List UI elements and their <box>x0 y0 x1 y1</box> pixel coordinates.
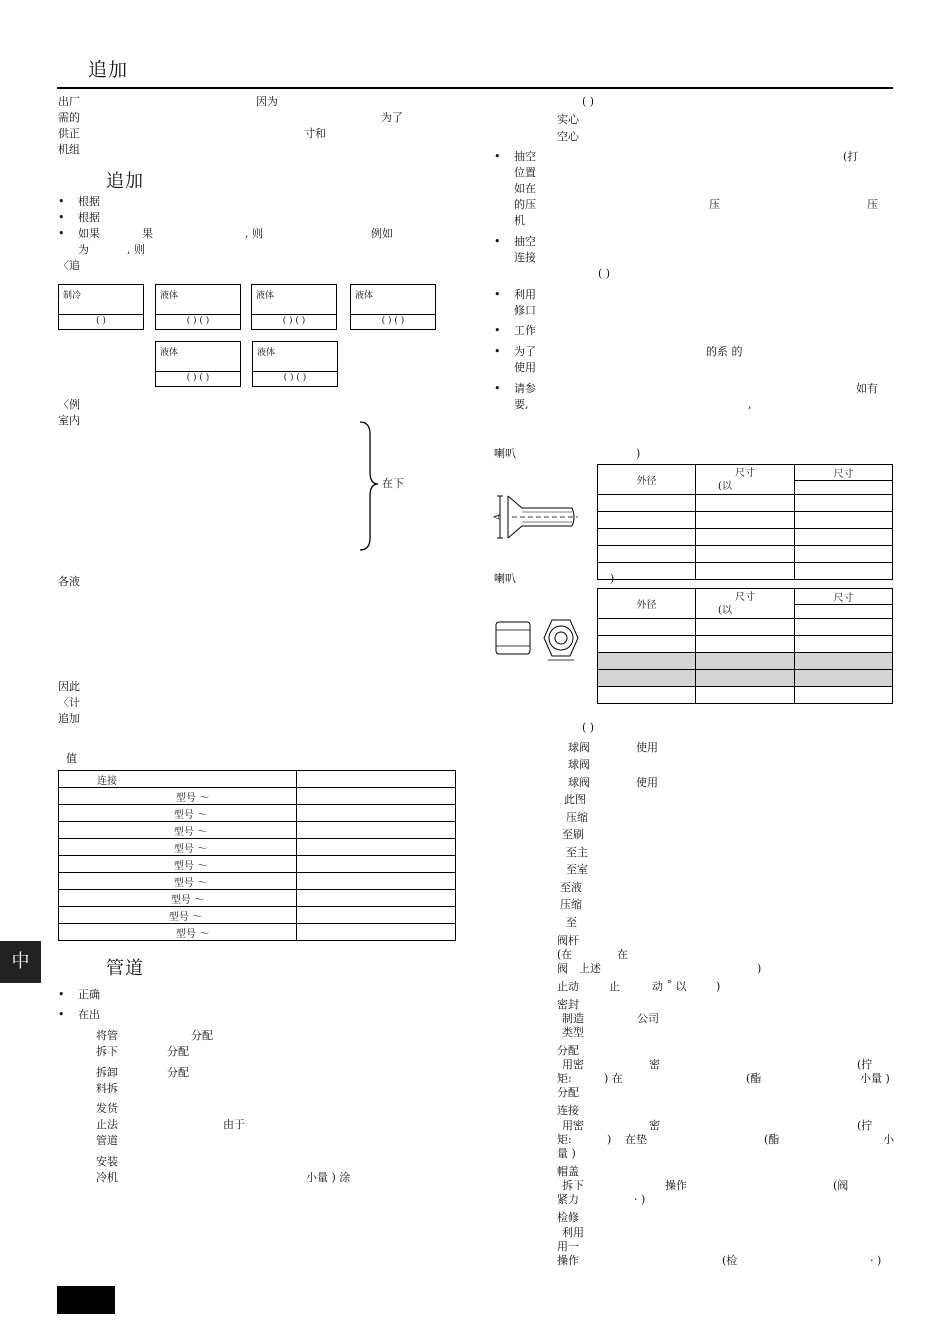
valve-line: 至 <box>566 916 577 929</box>
service-line: 利用 <box>562 1226 584 1239</box>
page-title: 追加 <box>88 59 129 81</box>
service-line: · ) <box>870 1254 882 1267</box>
conn-line: ) <box>607 1133 612 1146</box>
bullet-fragment: 压 <box>867 198 878 211</box>
box-label: 液体 <box>160 291 179 301</box>
stem-line: 在 <box>617 948 628 961</box>
value-label: 值 <box>66 752 77 765</box>
language-tab: 中 <box>0 941 41 983</box>
stem-line: (在 <box>557 948 573 961</box>
seal-line: 类型 <box>562 1026 584 1039</box>
dimension-label: A <box>493 513 504 521</box>
dist-line: 矩: <box>557 1072 572 1085</box>
box-label: 制冷 <box>63 291 82 301</box>
seal-line: 制造 <box>562 1012 584 1025</box>
conn-line: 密 <box>649 1119 660 1132</box>
pipe-box <box>252 341 338 387</box>
bullet-line: 连接 <box>514 251 536 264</box>
flare-label: 喇叭 <box>494 572 516 585</box>
model-table <box>58 770 456 941</box>
paren: ( ) <box>598 267 611 280</box>
box-value: ( ) ( ) <box>282 316 306 326</box>
table-row: 型号 ～ <box>59 890 456 907</box>
bullet-item: • 请参 <box>514 381 536 397</box>
flare-label: 喇叭 <box>494 447 516 460</box>
valve-line: 至刷 <box>562 828 584 841</box>
table-row: 型号 ～ <box>59 907 456 924</box>
box-value: ( ) ( ) <box>381 316 405 326</box>
add-label: 追加 <box>58 712 80 725</box>
intro-fragment: 寸和 <box>304 127 326 140</box>
valve-line: 此图 <box>564 793 586 806</box>
pipe-note: 冷机 <box>96 1171 118 1184</box>
col-header: 尺寸 (以 <box>696 589 795 619</box>
solid-label: 实心 <box>557 113 579 126</box>
box-label: 液体 <box>355 291 374 301</box>
table-row: 型号 ～ <box>59 856 456 873</box>
cap-line: 拆下 <box>562 1179 584 1192</box>
stem-line: ) <box>757 962 762 975</box>
stem-line: 阀 <box>557 962 568 975</box>
pipe-note: 分配 <box>167 1066 189 1079</box>
dist-line: 密 <box>649 1058 660 1071</box>
bullet-item: • 正确 <box>78 987 100 1003</box>
therefore-label: 因此 <box>58 680 80 693</box>
bullet-item: • 工作 <box>514 323 536 339</box>
cap-line: 紧力 <box>557 1193 579 1206</box>
table-row <box>598 653 893 670</box>
bullet-line: 要, <box>514 398 529 411</box>
pipe-note: 发货 <box>96 1102 118 1115</box>
box-value: ( ) ( ) <box>283 373 307 383</box>
box-label: 液体 <box>160 348 179 358</box>
flare-pipe-diagram <box>492 490 580 546</box>
col-header: 尺寸 <box>795 465 893 481</box>
conn-line: 用密 <box>562 1119 584 1132</box>
section-title: 管道 <box>106 958 144 979</box>
table-row <box>598 495 893 512</box>
stem-label: 阀杆 <box>557 934 579 947</box>
table-row <box>598 529 893 546</box>
bullet-item: • 根据 <box>78 194 100 210</box>
table-row: 型号 ～ <box>59 839 456 856</box>
flare-nut-diagram <box>492 612 586 664</box>
bullet-fragment: 为 <box>78 243 89 256</box>
table-row: 型号 ～ <box>59 822 456 839</box>
table-row <box>598 670 893 687</box>
table-row: 型号 ～ <box>59 873 456 890</box>
valve-line: 球阀 <box>568 776 590 789</box>
cap-label: 帽盖 <box>557 1165 579 1178</box>
pipe-note: 将管 <box>96 1029 118 1042</box>
brace-label: 在下 <box>382 477 404 490</box>
valve-line: 压缩 <box>566 811 588 824</box>
table-row <box>598 546 893 563</box>
bullet-item: • 在出 <box>78 1007 100 1023</box>
conn-line: (酯 <box>764 1133 780 1146</box>
bullet-fragment: 果 <box>142 227 153 240</box>
col-header: 尺寸 <box>795 589 893 605</box>
dist-line: (拧 <box>857 1058 873 1071</box>
flare-table-2 <box>597 588 893 704</box>
pipe-note: 料拆 <box>96 1082 118 1095</box>
dist-line: 小量 ) <box>860 1072 890 1085</box>
paren: ( ) <box>582 721 595 734</box>
conn-line: 小 <box>883 1133 894 1146</box>
bullet-line: 修口 <box>514 304 536 317</box>
box-label: 液体 <box>257 348 276 358</box>
intro-fragment: 为了 <box>381 111 403 124</box>
pipe-note: 止法 <box>96 1118 118 1131</box>
bullet-item: • 为了 <box>514 344 536 360</box>
page-number-block <box>57 1286 115 1314</box>
bullet-item: • 抽空 <box>514 149 536 165</box>
example-label: 〈例 <box>58 398 80 411</box>
bullet-item: • 如果 <box>78 226 100 242</box>
box-label: 液体 <box>256 291 275 301</box>
seal-line: 公司 <box>637 1012 659 1025</box>
valve-line: 压缩 <box>560 898 582 911</box>
stop-line: 止 <box>609 980 620 993</box>
bullet-fragment: , 则 <box>127 243 145 256</box>
paren: ( ) <box>582 95 595 108</box>
table-row <box>598 512 893 529</box>
pipe-box <box>155 284 241 330</box>
service-line: (检 <box>722 1254 738 1267</box>
pipe-box <box>251 284 337 330</box>
bullet-fragment: 的系 的 <box>706 345 743 358</box>
table-row <box>598 687 893 704</box>
each-liquid-label: 各液 <box>58 575 80 588</box>
note-line: 〈追 <box>58 259 80 272</box>
service-line: 操作 <box>557 1254 579 1267</box>
service-line: 用一 <box>557 1240 579 1253</box>
table-row <box>598 563 893 580</box>
pipe-note: 分配 <box>191 1029 213 1042</box>
valve-line: 使用 <box>636 776 658 789</box>
intro-line: 供正 <box>58 127 80 140</box>
bullet-fragment: , <box>748 398 752 411</box>
hollow-label: 空心 <box>557 130 579 143</box>
flare-paren: ) <box>636 447 641 460</box>
box-value: ( ) ( ) <box>186 373 210 383</box>
pipe-note: 分配 <box>167 1045 189 1058</box>
dist-line: 用密 <box>562 1058 584 1071</box>
valve-line: 球阀 <box>568 741 590 754</box>
cap-line: · ) <box>634 1193 646 1206</box>
dist-label: 分配 <box>557 1044 579 1057</box>
dist-line: ) 在 <box>604 1072 623 1085</box>
pipe-box <box>350 284 436 330</box>
bullet-line: 位置 <box>514 166 536 179</box>
intro-line: 机组 <box>58 143 80 156</box>
pipe-note: 小量 ) 涂 <box>306 1171 351 1184</box>
bullet-fragment: , 则 <box>245 227 263 240</box>
table-header: 连接 <box>59 771 297 788</box>
col-header: 外径 <box>598 589 696 619</box>
valve-line: 至主 <box>566 846 588 859</box>
conn-line: 量 ) <box>557 1147 576 1160</box>
flare-paren: ) <box>610 572 615 585</box>
bullet-line: 如在 <box>514 182 536 195</box>
bullet-fragment: 压 <box>709 198 720 211</box>
pipe-box <box>155 341 241 387</box>
pipe-box <box>58 284 144 330</box>
cap-line: (阀 <box>833 1179 849 1192</box>
bullet-line: 机 <box>514 214 525 227</box>
pipe-note: 由于 <box>223 1118 245 1131</box>
dist-line: (酯 <box>746 1072 762 1085</box>
stop-label: 止动 <box>557 980 579 993</box>
table-row: 型号 ～ <box>59 924 456 941</box>
box-value: ( ) ( ) <box>186 316 210 326</box>
indoor-label: 室内 <box>58 414 80 427</box>
pipe-note: 管道 <box>96 1134 118 1147</box>
box-value: ( ) <box>96 316 106 326</box>
valve-line: 球阀 <box>568 758 590 771</box>
bullet-fragment: 如有 <box>856 382 878 395</box>
pipe-note: 拆下 <box>96 1045 118 1058</box>
intro-line: 出厂 <box>58 95 80 108</box>
col-header: 外径 <box>598 465 696 495</box>
bullet-item: • 根据 <box>78 210 100 226</box>
bullet-line: 使用 <box>514 361 536 374</box>
cap-line: 操作 <box>665 1179 687 1192</box>
bullet-line: 的压 <box>514 198 536 211</box>
table-row: 型号 ～ <box>59 788 456 805</box>
flare-table-1 <box>597 464 893 580</box>
col-header: 尺寸 (以 <box>696 465 795 495</box>
header-rule <box>57 87 893 89</box>
section-title: 追加 <box>106 171 144 192</box>
conn-line: (拧 <box>857 1119 873 1132</box>
stop-line: ) <box>716 980 721 993</box>
valve-line: 至室 <box>566 863 588 876</box>
stop-line: 动 ˚ 以 <box>652 980 687 993</box>
service-label: 检修 <box>557 1211 579 1224</box>
intro-line: 需的 <box>58 111 80 124</box>
table-row <box>598 619 893 636</box>
bullet-fragment: (打 <box>843 150 859 163</box>
table-row <box>598 636 893 653</box>
pipe-note: 拆卸 <box>96 1066 118 1079</box>
seal-label: 密封 <box>557 998 579 1011</box>
bullet-item: • 抽空 <box>514 234 536 250</box>
curly-brace <box>356 420 382 552</box>
valve-line: 至液 <box>560 881 582 894</box>
conn-line: 在垫 <box>625 1133 647 1146</box>
table-row: 型号 ～ <box>59 805 456 822</box>
dist-line: 分配 <box>557 1086 579 1099</box>
intro-fragment: 因为 <box>256 95 278 108</box>
bullet-item: • 利用 <box>514 287 536 303</box>
pipe-note: 安装 <box>96 1155 118 1168</box>
stem-line: 上述 <box>579 962 601 975</box>
conn-label: 连接 <box>557 1104 579 1117</box>
calc-label: 〈计 <box>58 696 80 709</box>
valve-line: 使用 <box>636 741 658 754</box>
conn-line: 矩: <box>557 1133 572 1146</box>
bullet-fragment: 例如 <box>371 227 393 240</box>
